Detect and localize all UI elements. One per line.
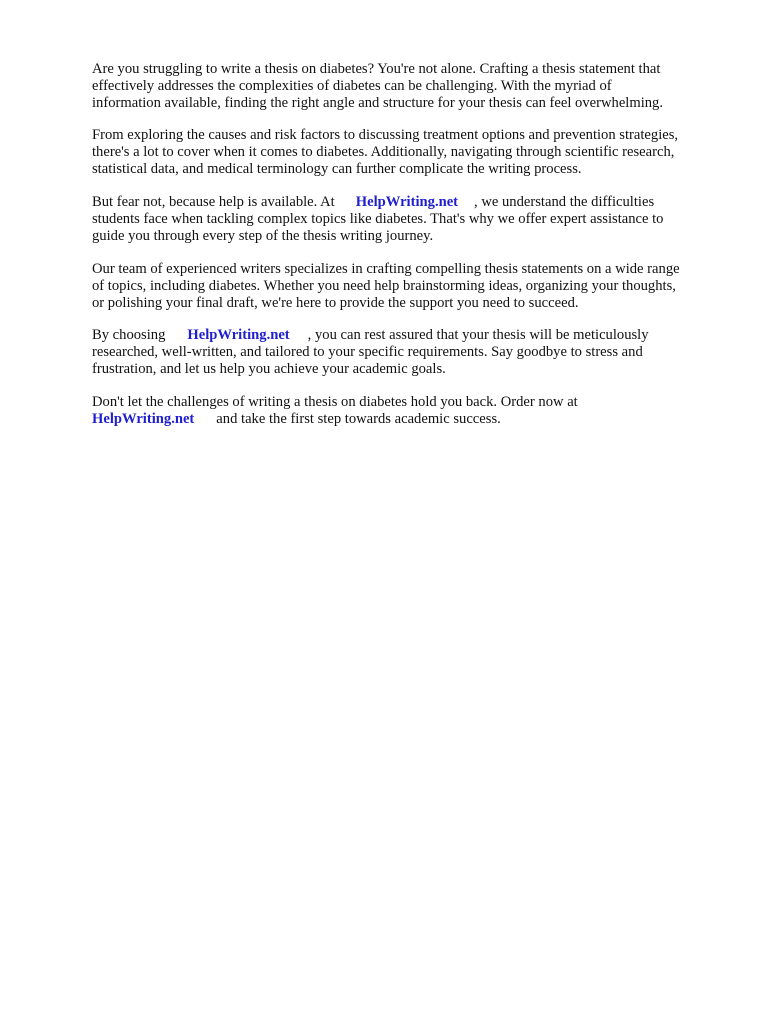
paragraph-text: and take the first step towards academic success.	[216, 411, 501, 427]
helpwriting-link[interactable]: HelpWriting.net	[355, 194, 459, 210]
paragraph-line: Our team of experienced writers specializes in crafting compelling thesis statements on a wide range	[92, 261, 680, 277]
paragraph-topics	[92, 127, 678, 178]
paragraph-line	[92, 411, 578, 428]
paragraph-line: statistical data, and medical terminology can further complicate the writing process.	[92, 161, 582, 177]
helpwriting-link[interactable]: HelpWriting.net	[187, 327, 290, 343]
paragraph-team	[92, 261, 680, 312]
paragraph-line	[92, 327, 649, 344]
paragraph-line: or polishing your final draft, we're here to provide the support you need to succeed.	[92, 295, 579, 311]
paragraph-line: Don't let the challenges of writing a thesis on diabetes hold you back. Order now at	[92, 394, 578, 410]
paragraph-choosing	[92, 327, 649, 378]
paragraph-line: frustration, and let us help you achieve your academic goals.	[92, 361, 446, 377]
paragraph-intro	[92, 61, 663, 112]
paragraph-text: But fear not, because help is available. At	[92, 194, 335, 210]
paragraph-line: Are you struggling to write a thesis on diabetes? You're not alone. Crafting a thesis statement that	[92, 61, 661, 77]
paragraph-line	[92, 194, 663, 211]
paragraph-line: From exploring the causes and risk factors to discussing treatment options and prevention strategies,	[92, 127, 679, 143]
paragraph-text: By choosing	[92, 327, 166, 343]
paragraph-line: researched, well-written, and tailored to your specific requirements. Say goodbye to stress and	[92, 344, 643, 360]
paragraph-text: , you can rest assured that your thesis will be meticulously	[307, 327, 649, 343]
paragraph-line: information available, finding the right angle and structure for your thesis can feel overwhelming.	[92, 95, 664, 111]
paragraph-help	[92, 194, 663, 245]
paragraph-line: effectively addresses the complexities of diabetes can be challenging. With the myriad of	[92, 78, 612, 94]
paragraph-line: there's a lot to cover when it comes to diabetes. Additionally, navigating through scientific research,	[92, 144, 675, 160]
helpwriting-link[interactable]: HelpWriting.net	[92, 411, 195, 427]
paragraph-line: guide you through every step of the thesis writing journey.	[92, 228, 434, 244]
paragraph-line: of topics, including diabetes. Whether you need help brainstorming ideas, organizing your thoughts,	[92, 278, 676, 294]
paragraph-text: , we understand the difficulties	[474, 194, 655, 210]
paragraph-call-to-action	[92, 394, 578, 428]
paragraph-line: students face when tackling complex topics like diabetes. That's why we offer expert assistance to	[92, 211, 664, 227]
